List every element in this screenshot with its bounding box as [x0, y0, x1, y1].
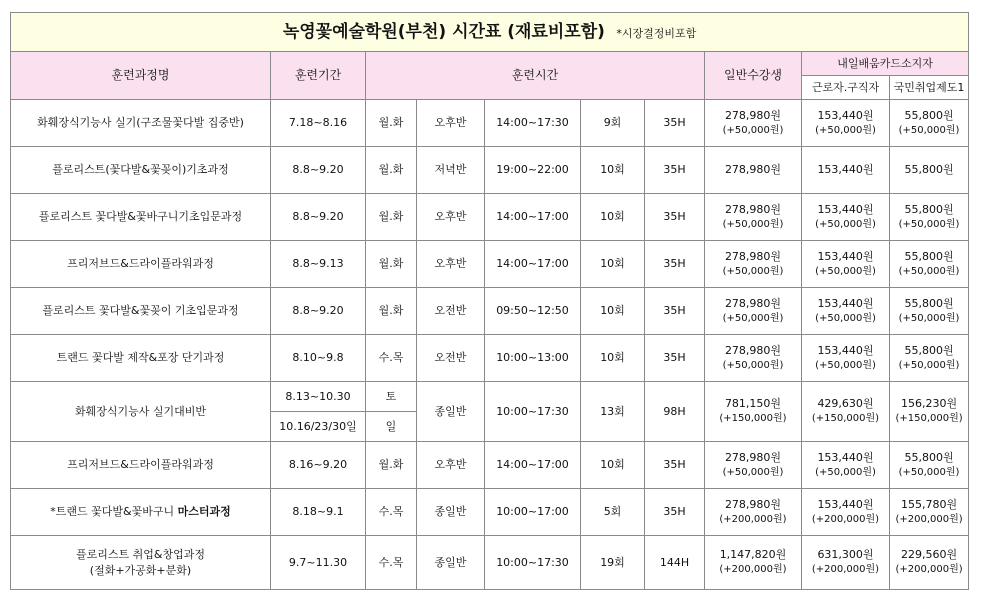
header-row-1	[11, 52, 969, 76]
timetable	[10, 12, 969, 590]
general-extra: (+200,000원)	[719, 513, 787, 525]
course-name-prefix: *트랜드 꽃다발&꽃바구니	[50, 505, 178, 519]
general-price: 278,980원	[724, 497, 782, 511]
course-days: 월.화	[366, 100, 417, 147]
table-row-split-a	[11, 382, 969, 412]
header-national: 국민취업제도1	[890, 76, 969, 100]
course-count: 5회	[581, 489, 645, 536]
course-hours: 19:00~22:00	[485, 147, 581, 194]
course-days: 일	[366, 412, 417, 442]
national-price: 55,800원	[904, 296, 954, 310]
course-hours: 10:00~17:30	[485, 382, 581, 442]
general-price: 278,980원	[724, 163, 782, 177]
national-extra: (+200,000원)	[895, 513, 963, 525]
national-price-cell	[890, 442, 969, 489]
title-row	[11, 13, 969, 52]
national-price: 155,780원	[900, 497, 958, 511]
general-extra: (+50,000원)	[722, 359, 784, 371]
course-name	[11, 489, 271, 536]
general-extra: (+50,000원)	[722, 265, 784, 277]
general-price: 278,980원	[724, 202, 782, 216]
worker-extra: (+50,000원)	[815, 124, 876, 136]
general-price-cell	[705, 335, 802, 382]
course-count: 19회	[581, 536, 645, 590]
timetable-container	[10, 12, 968, 590]
course-days: 수.목	[366, 489, 417, 536]
general-price: 278,980원	[724, 249, 782, 263]
course-name-bold: 마스터과정	[177, 505, 231, 519]
table-row	[11, 442, 969, 489]
worker-price: 153,440원	[817, 108, 874, 122]
national-price: 156,230원	[900, 397, 958, 411]
course-period: 8.8~9.20	[271, 194, 366, 241]
course-total: 35H	[645, 147, 705, 194]
worker-extra: (+50,000원)	[815, 312, 876, 324]
header-period: 훈련기간	[271, 52, 366, 100]
course-days: 월.화	[366, 194, 417, 241]
course-total: 35H	[645, 489, 705, 536]
course-days: 월.화	[366, 241, 417, 288]
course-count: 10회	[581, 288, 645, 335]
table-row-last	[11, 536, 969, 590]
worker-price-cell	[802, 100, 890, 147]
worker-extra: (+50,000원)	[815, 359, 876, 371]
general-price: 781,150원	[724, 397, 782, 411]
general-price-cell	[705, 241, 802, 288]
general-price-cell	[705, 147, 802, 194]
page-title: 녹영꽃예술학원(부천) 시간표 (재료비포함)	[282, 21, 605, 42]
header-course: 훈련과정명	[11, 52, 271, 100]
general-price-cell	[705, 194, 802, 241]
general-extra: (+200,000원)	[719, 564, 787, 576]
course-count: 9회	[581, 100, 645, 147]
worker-price: 153,440원	[817, 296, 874, 310]
national-price-cell	[890, 288, 969, 335]
course-period: 8.8~9.13	[271, 241, 366, 288]
worker-price: 631,300원	[817, 548, 874, 562]
course-name: 화훼장식기능사 실기(구조물꽃다발 집중반)	[11, 100, 271, 147]
national-price-cell	[890, 489, 969, 536]
worker-price: 153,440원	[817, 249, 874, 263]
worker-price-cell	[802, 147, 890, 194]
national-extra: (+50,000원)	[898, 124, 960, 136]
general-price-cell	[705, 100, 802, 147]
worker-price-cell	[802, 489, 890, 536]
course-total: 98H	[645, 382, 705, 442]
worker-extra: (+50,000원)	[815, 218, 876, 230]
worker-price-cell	[802, 194, 890, 241]
worker-price: 153,440원	[817, 343, 874, 357]
course-session: 저녁반	[417, 147, 485, 194]
course-count: 10회	[581, 241, 645, 288]
course-days: 토	[366, 382, 417, 412]
course-days: 월.화	[366, 288, 417, 335]
course-period: 7.18~8.16	[271, 100, 366, 147]
national-price: 229,560원	[900, 548, 958, 562]
general-price: 1,147,820원	[719, 548, 787, 562]
course-period: 8.8~9.20	[271, 147, 366, 194]
worker-extra: (+200,000원)	[811, 564, 880, 576]
header-worker: 근로자.구직자	[802, 76, 890, 100]
course-hours: 09:50~12:50	[485, 288, 581, 335]
course-total: 35H	[645, 100, 705, 147]
table-row	[11, 335, 969, 382]
national-price-cell	[890, 335, 969, 382]
course-name	[11, 536, 271, 590]
course-days: 월.화	[366, 147, 417, 194]
course-period: 8.8~9.20	[271, 288, 366, 335]
course-period: 8.16~9.20	[271, 442, 366, 489]
course-session: 오후반	[417, 194, 485, 241]
course-period: 8.13~10.30	[271, 382, 366, 412]
course-days: 수.목	[366, 335, 417, 382]
course-period: 8.18~9.1	[271, 489, 366, 536]
general-price-cell	[705, 442, 802, 489]
course-hours: 14:00~17:30	[485, 100, 581, 147]
national-extra: (+50,000원)	[898, 218, 960, 230]
national-price: 55,800원	[904, 343, 954, 357]
course-name: 프리저브드&드라이플라워과정	[11, 241, 271, 288]
course-total: 35H	[645, 335, 705, 382]
course-count: 10회	[581, 147, 645, 194]
national-price-cell	[890, 536, 969, 590]
worker-price: 153,440원	[817, 202, 874, 216]
course-name: 플로리스트 꽃다발&꽃꽂이 기초입문과정	[11, 288, 271, 335]
national-price-cell	[890, 241, 969, 288]
course-total: 35H	[645, 442, 705, 489]
national-extra: (+50,000원)	[898, 359, 960, 371]
general-extra: (+50,000원)	[722, 124, 784, 136]
worker-price: 429,630원	[817, 397, 874, 411]
table-row	[11, 194, 969, 241]
course-count: 10회	[581, 194, 645, 241]
general-price: 278,980원	[724, 108, 782, 122]
course-total: 144H	[645, 536, 705, 590]
course-count: 10회	[581, 442, 645, 489]
worker-extra: (+150,000원)	[811, 413, 880, 425]
course-days: 수.목	[366, 536, 417, 590]
table-row	[11, 288, 969, 335]
course-total: 35H	[645, 194, 705, 241]
course-count: 10회	[581, 335, 645, 382]
worker-price-cell	[802, 536, 890, 590]
national-price-cell	[890, 194, 969, 241]
table-row	[11, 241, 969, 288]
national-price: 55,800원	[904, 202, 954, 216]
course-session: 종일반	[417, 489, 485, 536]
worker-price-cell	[802, 382, 890, 442]
general-extra: (+150,000원)	[719, 413, 787, 425]
worker-extra: (+200,000원)	[811, 513, 880, 525]
course-session: 오후반	[417, 100, 485, 147]
general-price-cell	[705, 382, 802, 442]
worker-price: 153,440원	[817, 450, 874, 464]
course-period: 9.7~11.30	[271, 536, 366, 590]
national-extra: (+50,000원)	[898, 265, 960, 277]
course-hours: 14:00~17:00	[485, 442, 581, 489]
national-price-cell	[890, 147, 969, 194]
course-name: 플로리스트(꽃다발&꽃꽂이)기초과정	[11, 147, 271, 194]
worker-price: 153,440원	[817, 163, 874, 177]
course-name-line1: 플로리스트 취업&창업과정	[76, 547, 205, 561]
course-session: 오후반	[417, 241, 485, 288]
course-total: 35H	[645, 288, 705, 335]
title-note: *시장결정비포함	[616, 26, 697, 40]
national-extra: (+50,000원)	[898, 312, 960, 324]
course-days: 월.화	[366, 442, 417, 489]
course-session: 오후반	[417, 442, 485, 489]
national-price-cell	[890, 100, 969, 147]
general-extra: (+50,000원)	[722, 466, 784, 478]
course-hours: 10:00~17:00	[485, 489, 581, 536]
national-extra: (+200,000원)	[895, 564, 963, 576]
header-time: 훈련시간	[366, 52, 705, 100]
worker-price-cell	[802, 241, 890, 288]
course-name: 트랜드 꽃다발 제작&포장 단기과정	[11, 335, 271, 382]
national-price: 55,800원	[904, 108, 954, 122]
course-name: 화훼장식기능사 실기대비반	[11, 382, 271, 442]
general-price: 278,980원	[724, 296, 782, 310]
course-hours: 14:00~17:00	[485, 194, 581, 241]
general-price: 278,980원	[724, 450, 782, 464]
worker-price-cell	[802, 442, 890, 489]
course-hours: 14:00~17:00	[485, 241, 581, 288]
course-hours: 10:00~17:30	[485, 536, 581, 590]
course-total: 35H	[645, 241, 705, 288]
course-session: 오전반	[417, 335, 485, 382]
course-session: 오전반	[417, 288, 485, 335]
course-name-line2: (절화+가공화+분화)	[89, 563, 192, 577]
worker-price: 153,440원	[817, 497, 874, 511]
worker-price-cell	[802, 288, 890, 335]
national-price: 55,800원	[904, 163, 954, 177]
header-card: 내일배움카드소지자	[802, 52, 969, 76]
general-extra: (+50,000원)	[722, 218, 784, 230]
course-period: 8.10~9.8	[271, 335, 366, 382]
worker-extra: (+50,000원)	[815, 466, 876, 478]
national-price: 55,800원	[904, 249, 954, 263]
table-row-master	[11, 489, 969, 536]
national-extra: (+150,000원)	[895, 413, 963, 425]
course-hours: 10:00~13:00	[485, 335, 581, 382]
table-row	[11, 147, 969, 194]
course-period: 10.16/23/30일	[271, 412, 366, 442]
worker-price-cell	[802, 335, 890, 382]
worker-extra: (+50,000원)	[815, 265, 876, 277]
table-row	[11, 100, 969, 147]
course-name: 프리저브드&드라이플라워과정	[11, 442, 271, 489]
general-price-cell	[705, 489, 802, 536]
national-extra: (+50,000원)	[898, 466, 960, 478]
general-price-cell	[705, 288, 802, 335]
course-name: 플로리스트 꽃다발&꽃바구니기초입문과정	[11, 194, 271, 241]
national-price-cell	[890, 382, 969, 442]
general-price-cell	[705, 536, 802, 590]
header-general: 일반수강생	[705, 52, 802, 100]
course-session: 종일반	[417, 536, 485, 590]
general-price: 278,980원	[724, 343, 782, 357]
course-count: 13회	[581, 382, 645, 442]
title-cell	[11, 13, 969, 52]
general-extra: (+50,000원)	[722, 312, 784, 324]
course-session: 종일반	[417, 382, 485, 442]
national-price: 55,800원	[904, 450, 954, 464]
